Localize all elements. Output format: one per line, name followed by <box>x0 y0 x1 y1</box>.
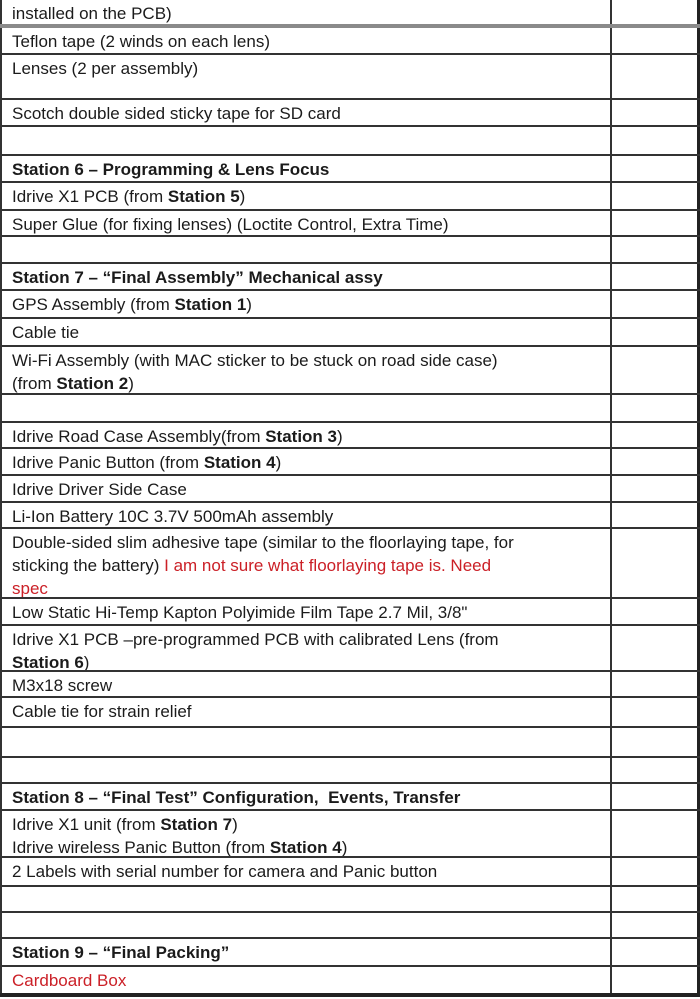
status-cell-empty <box>612 449 700 474</box>
item-text: Lenses (2 per assembly) <box>12 59 199 78</box>
text-line <box>12 57 604 80</box>
item-text: ) <box>232 815 238 834</box>
status-cell-empty <box>612 626 700 670</box>
item-description-cell <box>0 811 612 856</box>
status-cell-empty <box>612 347 700 393</box>
item-description-cell <box>0 423 612 447</box>
station-reference: Station 2 <box>56 374 129 393</box>
text-line <box>12 813 604 836</box>
empty-row <box>0 395 700 423</box>
status-cell-empty <box>612 476 700 501</box>
item-description-cell <box>0 503 612 527</box>
item-text: Li-Ion Battery 10C 3.7V 500mAh assembly <box>12 507 334 526</box>
item-row <box>0 672 700 698</box>
station-header-cell <box>0 784 612 809</box>
item-description-cell <box>0 476 612 501</box>
status-cell-empty <box>612 395 700 421</box>
red-note-text: Cardboard Box <box>12 971 127 990</box>
item-text: Cable tie <box>12 323 80 342</box>
item-description-cell <box>0 449 612 474</box>
item-text: 2 Labels with serial number for camera and Panic button <box>12 862 438 881</box>
text-line <box>12 185 604 208</box>
text-line <box>12 451 604 474</box>
item-description-cell <box>0 183 612 209</box>
item-text: Super Glue (for fixing lenses) (Loctite Control, Extra Time) <box>12 215 449 234</box>
item-text: ) <box>239 187 246 206</box>
status-cell-empty <box>612 728 700 756</box>
station-reference: Station 4 <box>269 838 342 856</box>
station-header-text: Station 6 – Programming & Lens Focus <box>12 160 330 179</box>
item-text: Idrive Driver Side Case <box>12 480 187 499</box>
text-line <box>12 266 604 289</box>
item-text: ) <box>128 374 134 393</box>
empty-row <box>0 913 700 939</box>
text-line <box>12 700 604 723</box>
status-cell-empty <box>612 0 700 24</box>
status-cell-empty <box>612 887 700 911</box>
item-row <box>0 100 700 127</box>
item-text: Teflon tape (2 winds on each lens) <box>12 32 270 51</box>
empty-row <box>0 887 700 913</box>
status-cell-empty <box>612 156 700 181</box>
empty-row <box>0 237 700 264</box>
item-row <box>0 291 700 319</box>
item-description-cell <box>0 758 612 782</box>
status-cell-empty <box>612 939 700 965</box>
text-line <box>12 30 604 53</box>
text-line <box>12 478 604 501</box>
red-note-text: I am not sure what floorlaying tape is. Need <box>164 556 492 575</box>
item-row <box>0 347 700 395</box>
item-description-cell <box>0 319 612 345</box>
item-row <box>0 0 700 28</box>
item-text: Low Static Hi-Temp Kapton Polyimide Film Tape 2.7 Mil, 3/8" <box>12 603 468 622</box>
status-cell-empty <box>612 672 700 696</box>
item-text: Idrive Road Case Assembly(from <box>12 427 266 446</box>
item-description-cell <box>0 127 612 154</box>
item-description-cell <box>0 395 612 421</box>
status-cell-empty <box>612 529 700 597</box>
station-header-text: Station 7 – “Final Assembly” Mechanical assy <box>12 268 383 287</box>
text-line <box>12 531 604 554</box>
item-description-cell <box>0 913 612 937</box>
item-description-cell <box>0 672 612 696</box>
item-text: Wi-Fi Assembly (with MAC sticker to be stuck on road side case) <box>12 351 498 370</box>
item-text: Idrive Panic Button (from <box>12 453 204 472</box>
item-text: Idrive X1 unit (from <box>12 815 161 834</box>
text-line <box>12 102 604 125</box>
status-cell-empty <box>612 858 700 885</box>
status-cell-empty <box>612 211 700 235</box>
empty-row <box>0 758 700 784</box>
item-description-cell <box>0 967 612 993</box>
item-description-cell <box>0 211 612 235</box>
item-text: sticking the battery) <box>12 556 165 575</box>
red-note-text: spec <box>12 579 48 597</box>
status-cell-empty <box>612 237 700 262</box>
status-cell-empty <box>612 127 700 154</box>
item-row <box>0 476 700 503</box>
text-line <box>12 860 604 883</box>
item-text: ) <box>275 453 282 472</box>
item-text: Idrive wireless Panic Button (from <box>12 838 270 856</box>
status-cell-empty <box>612 758 700 782</box>
item-text: ) <box>341 838 348 856</box>
station-header-text: Station 8 – “Final Test” Configuration, Events, Transfer <box>12 788 461 807</box>
status-cell-empty <box>612 28 700 53</box>
item-text: Cable tie for strain relief <box>12 702 192 721</box>
item-text: Scotch double sided sticky tape for SD card <box>12 104 341 123</box>
status-cell-empty <box>612 264 700 289</box>
station-header-row <box>0 264 700 291</box>
item-description-cell <box>0 100 612 125</box>
text-line <box>12 321 604 344</box>
item-row <box>0 967 700 997</box>
item-text: ) <box>246 295 252 314</box>
status-cell-empty <box>612 319 700 345</box>
item-text: Double-sided slim adhesive tape (similar to the floorlaying tape, for <box>12 533 514 552</box>
item-description-cell <box>0 698 612 726</box>
item-text: ) <box>83 653 90 670</box>
item-text: (from <box>12 374 57 393</box>
text-line <box>12 674 604 696</box>
text-line <box>12 577 604 597</box>
item-row <box>0 449 700 476</box>
item-row <box>0 183 700 211</box>
text-line <box>12 349 604 372</box>
item-text: ) <box>337 427 343 446</box>
status-cell-empty <box>612 291 700 317</box>
status-cell-empty <box>612 423 700 447</box>
status-cell-empty <box>612 967 700 993</box>
station-header-text: Station 9 – “Final Packing” <box>12 943 230 962</box>
text-line <box>12 2 604 24</box>
empty-row <box>0 127 700 156</box>
item-description-cell <box>0 599 612 624</box>
text-line <box>12 213 604 235</box>
text-line <box>12 941 604 964</box>
item-description-cell <box>0 347 612 393</box>
station-header-cell <box>0 156 612 181</box>
text-line <box>12 836 604 856</box>
text-line <box>12 628 604 651</box>
station-reference: Station 5 <box>167 187 240 206</box>
station-header-row <box>0 939 700 967</box>
status-cell-empty <box>612 183 700 209</box>
station-header-row <box>0 156 700 183</box>
empty-row <box>0 728 700 758</box>
item-row <box>0 811 700 858</box>
status-cell-empty <box>612 811 700 856</box>
item-row <box>0 319 700 347</box>
text-line <box>12 158 604 181</box>
item-description-cell <box>0 728 612 756</box>
item-description-cell <box>0 887 612 911</box>
item-description-cell <box>0 55 612 98</box>
station-header-cell <box>0 264 612 289</box>
item-row <box>0 423 700 449</box>
text-line <box>12 969 604 992</box>
item-row <box>0 529 700 599</box>
station-header-cell <box>0 939 612 965</box>
item-text: M3x18 screw <box>12 676 113 695</box>
item-description-cell <box>0 291 612 317</box>
status-cell-empty <box>612 784 700 809</box>
item-row <box>0 211 700 237</box>
text-line <box>12 554 604 577</box>
station-reference: Station 6 <box>12 653 84 670</box>
text-line <box>12 651 604 670</box>
item-row <box>0 599 700 626</box>
station-reference: Station 4 <box>203 453 276 472</box>
status-cell-empty <box>612 55 700 98</box>
status-cell-empty <box>612 599 700 624</box>
text-line <box>12 425 604 447</box>
station-reference: Station 1 <box>174 295 247 314</box>
status-cell-empty <box>612 503 700 527</box>
status-cell-empty <box>612 913 700 937</box>
text-line <box>12 786 604 809</box>
item-row <box>0 503 700 529</box>
text-line <box>12 601 604 624</box>
status-cell-empty <box>612 100 700 125</box>
item-text: Idrive X1 PCB –pre-programmed PCB with calibrated Lens (from <box>12 630 499 649</box>
station-header-row <box>0 784 700 811</box>
item-row <box>0 698 700 728</box>
item-description-cell <box>0 28 612 53</box>
item-description-cell <box>0 626 612 670</box>
item-text: installed on the PCB) <box>12 4 172 23</box>
station-reference: Station 7 <box>160 815 233 834</box>
text-line <box>12 505 604 527</box>
text-line <box>12 372 604 393</box>
item-description-cell <box>0 529 612 597</box>
item-description-cell <box>0 0 612 24</box>
item-description-cell <box>0 858 612 885</box>
item-row <box>0 28 700 55</box>
item-row <box>0 626 700 672</box>
text-line <box>12 293 604 316</box>
status-cell-empty <box>612 698 700 726</box>
station-reference: Station 3 <box>265 427 337 446</box>
item-text: Idrive X1 PCB (from <box>12 187 168 206</box>
item-row <box>0 858 700 887</box>
item-row <box>0 55 700 100</box>
item-text: GPS Assembly (from <box>12 295 175 314</box>
item-description-cell <box>0 237 612 262</box>
